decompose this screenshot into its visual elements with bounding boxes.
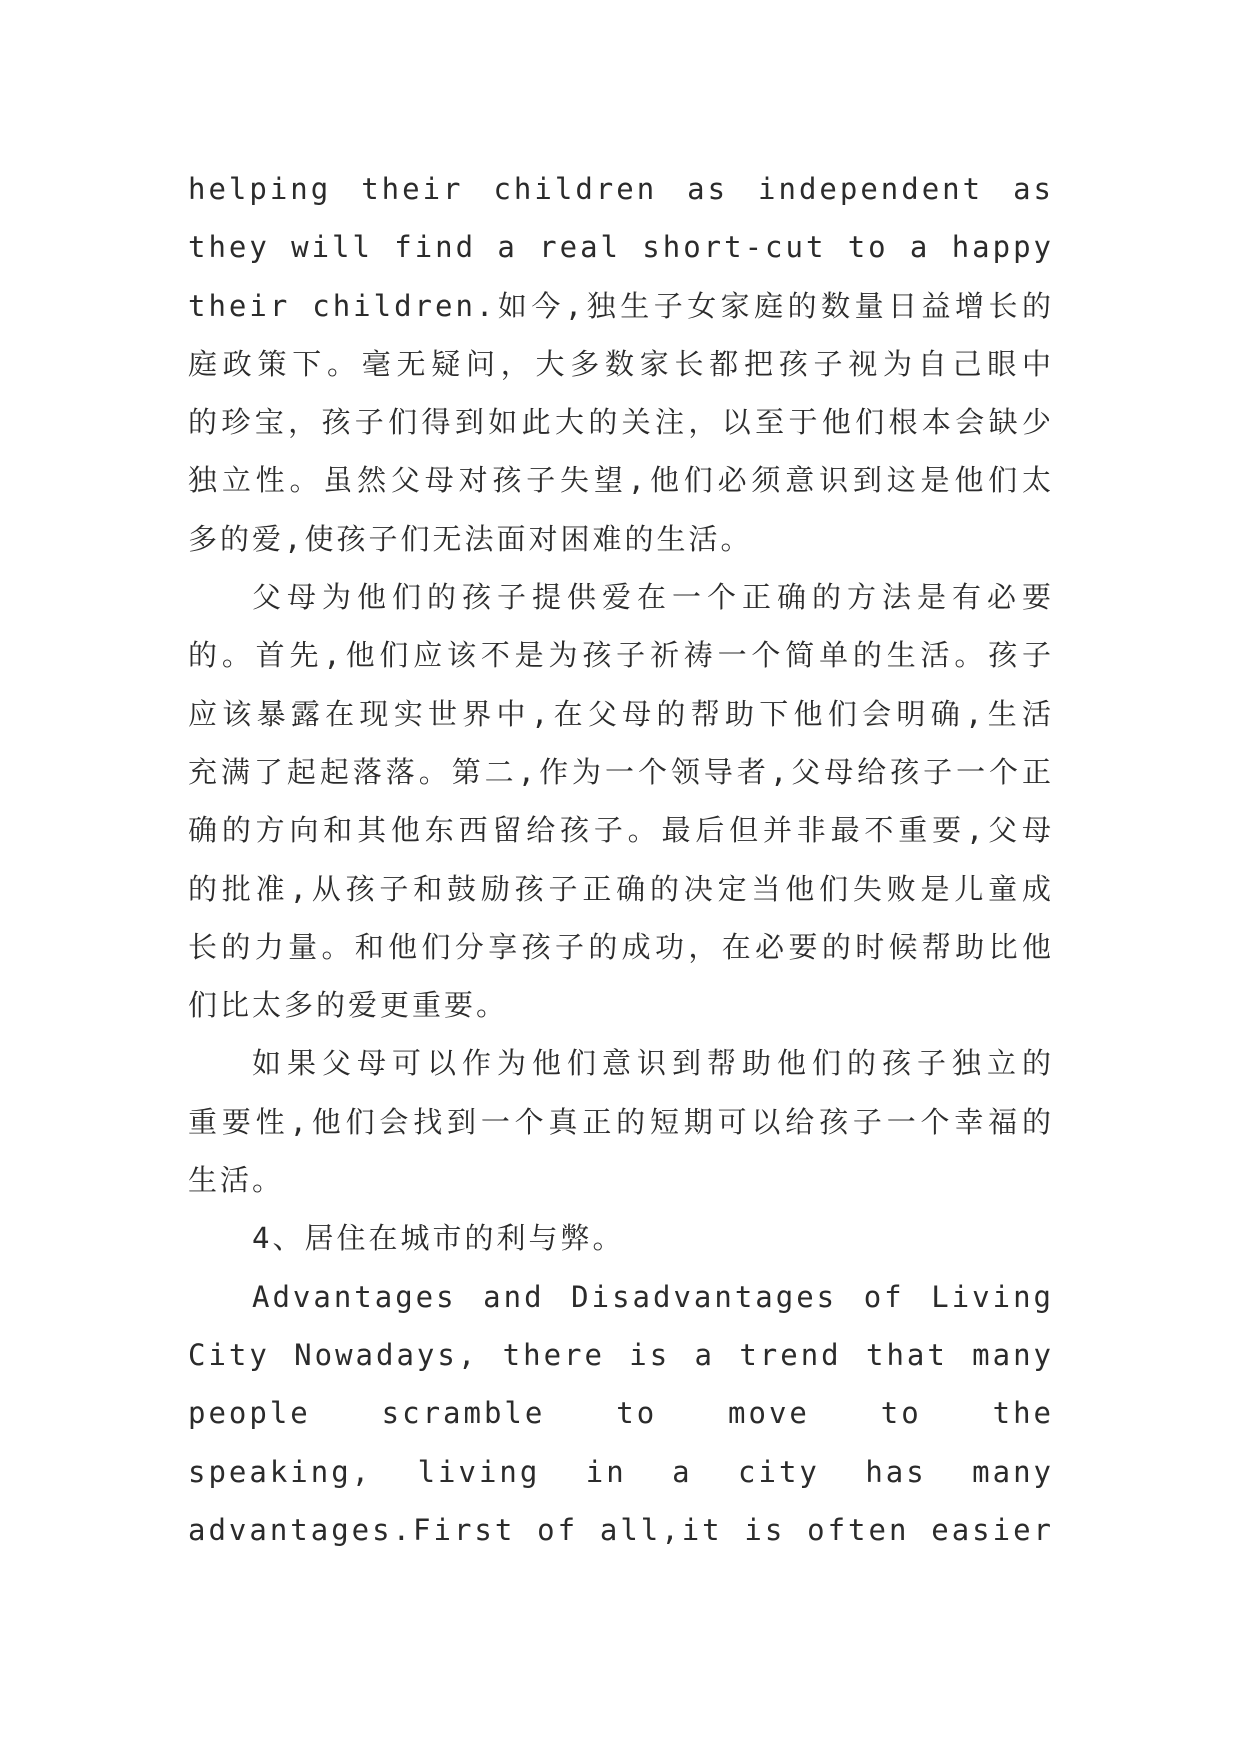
text-line: 庭政策下。毫无疑问，大多数家长都把孩子视为自己眼中: [188, 346, 1054, 381]
paragraph-first-line: Advantages and Disadvantages of Living: [252, 1279, 1054, 1314]
text-line: 生活。: [188, 1163, 285, 1198]
text-line: 的批准,从孩子和鼓励孩子正确的决定当他们失败是儿童成: [188, 871, 1054, 906]
text-line: 多的爱,使孩子们无法面对困难的生活。: [188, 521, 753, 556]
text-line: 充满了起起落落。第二,作为一个领导者,父母给孩子一个正: [188, 754, 1054, 789]
paragraph-first-line: 父母为他们的孩子提供爱在一个正确的方法是有必要: [252, 580, 1054, 615]
text-line: 的珍宝，孩子们得到如此大的关注，以至于他们根本会缺少: [188, 405, 1054, 440]
text-line: helping their children as independent as: [188, 172, 1054, 206]
text-line: 的。首先,他们应该不是为孩子祈祷一个简单的生活。孩子: [188, 638, 1054, 673]
text-line: 独立性。虽然父母对孩子失望,他们必须意识到这是他们太: [188, 463, 1054, 498]
text-line: 们比太多的爱更重要。: [188, 988, 509, 1023]
text-line: people scramble to move to the: [188, 1396, 1054, 1431]
text-line: speaking, living in a city has many: [188, 1454, 1054, 1489]
paragraph-first-line: 如果父母可以作为他们意识到帮助他们的孩子独立的: [252, 1046, 1054, 1081]
text-line: advantages.First of all,it is often easier: [188, 1512, 1054, 1547]
text-line: City Nowadays, there is a trend that many: [188, 1337, 1054, 1372]
document-body: [188, 160, 1054, 1559]
text-line: 长的力量。和他们分享孩子的成功，在必要的时候帮助比他: [188, 929, 1054, 964]
section-heading: 4、居住在城市的利与弊。: [252, 1221, 625, 1256]
text-line: 重要性,他们会找到一个真正的短期可以给孩子一个幸福的: [188, 1104, 1054, 1139]
text-line: 应该暴露在现实世界中,在父母的帮助下他们会明确,生活: [188, 696, 1054, 731]
text-line: their children.如今,独生子女家庭的数量日益增长的: [188, 288, 1054, 323]
text-line: 确的方向和其他东西留给孩子。最后但并非最不重要,父母: [188, 813, 1054, 848]
text-line: they will find a real short-cut to a happy: [188, 230, 1054, 265]
